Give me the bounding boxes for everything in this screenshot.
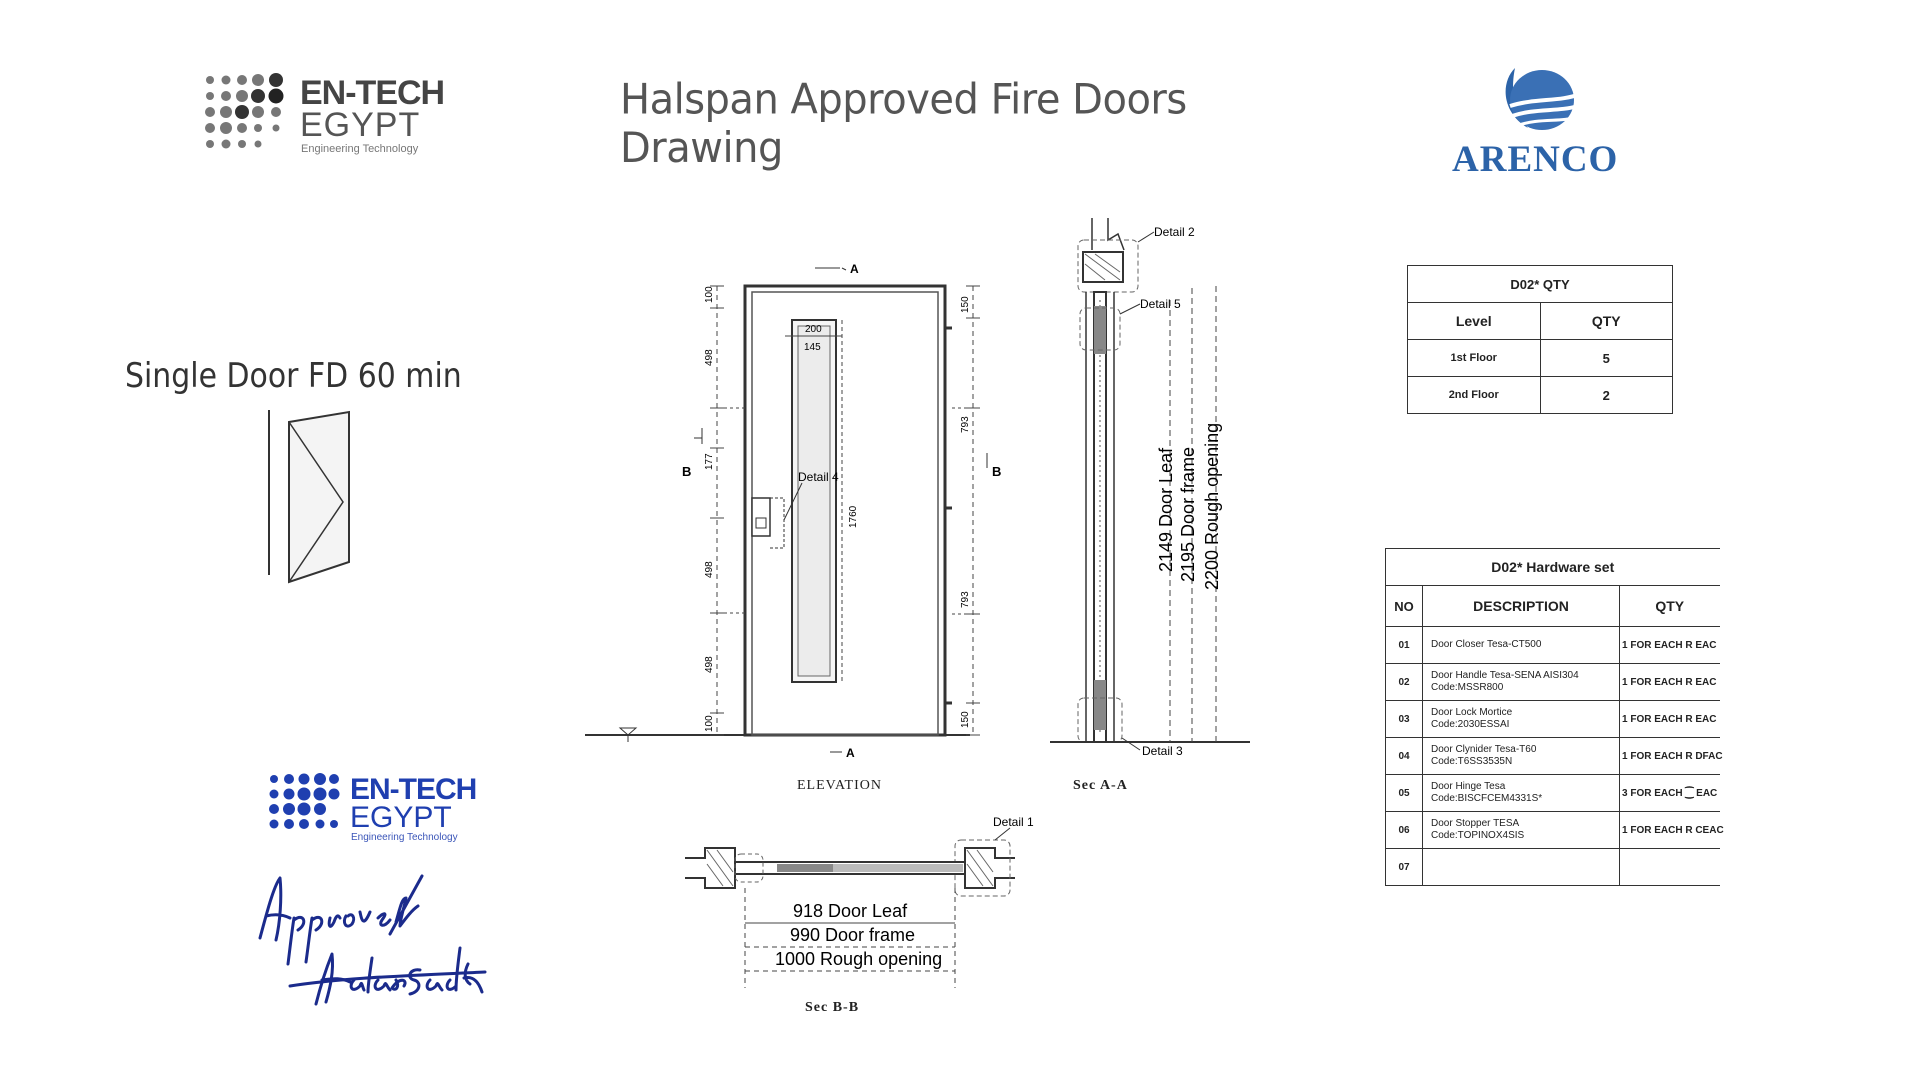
hw-no: 01 bbox=[1386, 627, 1423, 664]
dim-right-1: 150 bbox=[960, 296, 971, 313]
dim-bb-frame: 990 Door frame bbox=[790, 925, 916, 945]
entech-name-blue: EN-TECH bbox=[350, 773, 477, 806]
entech-name: EN-TECH bbox=[300, 74, 445, 112]
vision-plan bbox=[777, 864, 833, 872]
hw-no: 02 bbox=[1386, 664, 1423, 701]
qty-header-level: Level bbox=[1408, 303, 1541, 340]
dim-vision-width: 200 bbox=[805, 324, 822, 335]
hardware-table bbox=[1385, 548, 1724, 886]
dim-left-4: 498 bbox=[704, 561, 715, 578]
hw-desc-line2: Code:MSSR800 bbox=[1431, 682, 1504, 693]
dot-matrix-icon bbox=[204, 74, 290, 158]
entech-tagline-blue: Engineering Technology bbox=[351, 832, 458, 843]
dim-left-2: 498 bbox=[704, 349, 715, 366]
detail-5-label: Detail 5 bbox=[1140, 297, 1181, 311]
hw-no: 04 bbox=[1386, 738, 1423, 775]
arenco-name: ARENCO bbox=[1452, 139, 1619, 180]
dim-vision-height: 1760 bbox=[848, 505, 859, 528]
dot-matrix-blue-icon bbox=[268, 773, 340, 843]
approval-signature bbox=[250, 868, 490, 1008]
hw-desc-line2: Code:2030ESSAI bbox=[1431, 719, 1510, 730]
qty-table-title: D02* QTY bbox=[1408, 266, 1673, 303]
hw-desc-line1: Door Hinge Tesa bbox=[1431, 781, 1506, 792]
hw-header-qty: QTY bbox=[1620, 586, 1720, 627]
hw-desc-line2: Code:TOPINOX4SIS bbox=[1431, 830, 1525, 841]
dim-left-1: 100 bbox=[704, 286, 715, 303]
qty-value: 2 bbox=[1540, 377, 1673, 414]
section-mark-a-bottom: A bbox=[846, 746, 855, 760]
hardware-table-title: D02* Hardware set bbox=[1386, 549, 1720, 586]
hw-desc-line1: Door Closer Tesa-CT500 bbox=[1431, 639, 1542, 650]
vision-edge-bottom bbox=[1094, 680, 1106, 730]
table-row bbox=[1386, 812, 1720, 849]
vision-glass bbox=[798, 326, 830, 676]
hw-desc-line2: Code:BISCFCEM4331S* bbox=[1431, 793, 1543, 804]
hw-description bbox=[1423, 738, 1620, 775]
hw-description bbox=[1423, 849, 1620, 886]
hw-desc-line2: Code:T6SS3535N bbox=[1431, 756, 1513, 767]
hw-no: 06 bbox=[1386, 812, 1423, 849]
hw-no: 05 bbox=[1386, 775, 1423, 812]
table-row bbox=[1386, 701, 1720, 738]
entech-logo-top bbox=[204, 74, 474, 160]
table-row bbox=[1386, 775, 1720, 812]
qty-table bbox=[1407, 265, 1673, 414]
table-row bbox=[1386, 738, 1720, 775]
hw-description bbox=[1423, 627, 1620, 664]
section-mark-b-right: B bbox=[992, 464, 1002, 479]
elevation-caption: ELEVATION bbox=[797, 778, 882, 793]
qty-header-qty: QTY bbox=[1540, 303, 1673, 340]
table-row bbox=[1408, 340, 1673, 377]
table-row bbox=[1386, 849, 1720, 886]
core-plan bbox=[833, 864, 963, 872]
qty-value: 5 bbox=[1540, 340, 1673, 377]
hw-desc-line1: Door Clynider Tesa-T60 bbox=[1431, 744, 1537, 755]
detail-1-label: Detail 1 bbox=[993, 815, 1034, 829]
table-row bbox=[1386, 664, 1720, 701]
hw-desc-line1: Door Handle Tesa-SENA AISI304 bbox=[1431, 670, 1579, 681]
door-leaf-outline bbox=[752, 292, 938, 735]
door-frame-outline bbox=[745, 286, 945, 735]
hw-qty: 1 FOR EACH R EAC bbox=[1620, 627, 1720, 664]
qty-level: 2nd Floor bbox=[1408, 377, 1541, 414]
vision-edge-top bbox=[1094, 306, 1106, 354]
section-mark-a-top: A bbox=[850, 262, 859, 276]
dim-left-6: 100 bbox=[704, 715, 715, 732]
section-bb-caption: Sec B-B bbox=[805, 1000, 860, 1015]
entech-sub: EGYPT bbox=[300, 106, 421, 144]
qty-level: 1st Floor bbox=[1408, 340, 1541, 377]
elevation-drawing bbox=[580, 258, 1000, 798]
right-dimension-chain bbox=[952, 286, 980, 735]
hw-description bbox=[1423, 775, 1620, 812]
table-row bbox=[1408, 377, 1673, 414]
page-title: Halspan Approved Fire Doors Drawing bbox=[620, 75, 1187, 173]
door-swing-symbol bbox=[265, 410, 360, 590]
section-aa-caption: Sec A-A bbox=[1073, 778, 1128, 793]
section-aa-drawing bbox=[1050, 210, 1250, 770]
hw-qty: 1 FOR EACH R EAC bbox=[1620, 664, 1720, 701]
entech-sub-blue: EGYPT bbox=[350, 801, 452, 834]
globe-wave-icon bbox=[1480, 58, 1590, 138]
hw-header-no: NO bbox=[1386, 586, 1423, 627]
hw-qty: 1 FOR EACH R DFAC bbox=[1620, 738, 1720, 775]
detail-4-label: Detail 4 bbox=[798, 470, 839, 484]
dim-left-5: 498 bbox=[704, 656, 715, 673]
left-dimension-chain bbox=[710, 286, 745, 735]
hw-no: 07 bbox=[1386, 849, 1423, 886]
hw-header-desc: DESCRIPTION bbox=[1423, 586, 1620, 627]
section-bb-drawing bbox=[665, 815, 1035, 998]
entech-tagline: Engineering Technology bbox=[301, 143, 419, 155]
hw-description bbox=[1423, 812, 1620, 849]
hw-desc-line1: Door Stopper TESA bbox=[1431, 818, 1520, 829]
dim-right-2: 793 bbox=[960, 416, 971, 433]
arenco-logo bbox=[1480, 58, 1590, 138]
dim-right-3: 793 bbox=[960, 591, 971, 608]
hw-qty: 1 FOR EACH R EAC bbox=[1620, 701, 1720, 738]
detail-3-label: Detail 3 bbox=[1142, 744, 1183, 758]
dim-left-3: 177 bbox=[704, 453, 715, 470]
hw-desc-line1: Door Lock Mortice bbox=[1431, 707, 1513, 718]
hw-no: 03 bbox=[1386, 701, 1423, 738]
dim-right-4: 150 bbox=[960, 711, 971, 728]
dim-vision-inner: 145 bbox=[804, 342, 821, 353]
hw-qty: 1 FOR EACH R CEAC bbox=[1620, 812, 1720, 849]
hw-qty: 3 FOR EACH ⁐ EAC bbox=[1620, 775, 1720, 812]
section-mark-b-left: B bbox=[682, 464, 692, 479]
detail-2-label: Detail 2 bbox=[1154, 225, 1195, 239]
table-row bbox=[1386, 627, 1720, 664]
dim-bb-leaf: 918 Door Leaf bbox=[793, 901, 908, 921]
hw-description bbox=[1423, 701, 1620, 738]
hw-qty bbox=[1620, 849, 1720, 886]
dim-aa-opening: 2200 Rough opening bbox=[1202, 422, 1222, 590]
hw-description bbox=[1423, 664, 1620, 701]
lock-body bbox=[752, 498, 770, 536]
dim-aa-leaf: 2149 Door Leaf bbox=[1156, 447, 1176, 572]
door-type-label: Single Door FD 60 min bbox=[125, 356, 462, 396]
dim-aa-frame: 2195 Door frame bbox=[1178, 446, 1198, 582]
dim-bb-opening: 1000 Rough opening bbox=[775, 949, 943, 969]
entech-logo-bottom bbox=[268, 773, 508, 843]
